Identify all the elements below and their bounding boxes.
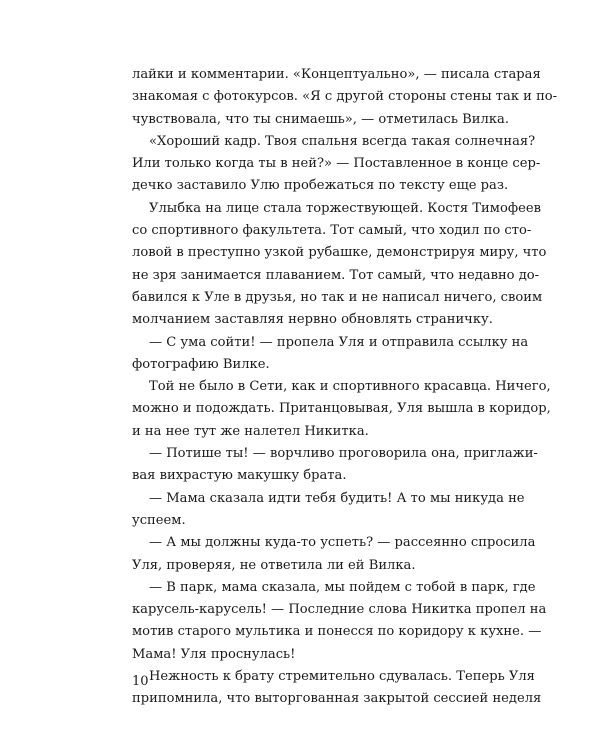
text-line: успеем. [132,512,186,528]
text-line: дечко заставило Улю пробежаться по тексту еще раз. [132,178,509,194]
text-line: Или только когда ты в ней?» — Поставленное в конце сер- [132,156,541,172]
text-line: — В парк, мама сказала, мы пойдем с тобой в парк, где [149,579,536,595]
text-line: — А мы должны куда-то успеть? — рассеянно спросила [149,535,536,551]
text-line: Улыбка на лице стала торжествующей. Костя Тимофеев [149,200,541,216]
text-line: карусель-карусель! — Последние слова Никитка пропел на [132,602,547,618]
text-line: бавился к Уле в друзья, но так и не написал ничего, своим [132,289,543,305]
text-line: ловой в преступно узкой рубашке, демонстрируя миру, что [132,245,547,261]
text-line: Мама! Уля проснулась! [132,646,296,662]
body-text [132,64,558,711]
text-line: вая вихрастую макушку брата. [132,468,347,484]
text-line: молчанием заставляя нервно обновлять страничку. [132,312,493,328]
text-line: — Потише ты! — ворчливо проговорила она, приглажи- [149,446,538,462]
text-line: со спортивного факультета. Тот самый, что ходил по сто- [132,223,532,239]
text-line: Уля, проверяя, не ответила ли ей Вилка. [132,557,416,573]
text-line: лайки и комментарии. «Концептуально», — писала старая [132,67,541,82]
text-line: знакомая с фотокурсов. «Я с другой стороны стены так и по- [132,89,558,105]
text-line: Той не было в Сети, как и спортивного красавца. Ничего, [149,379,551,395]
page-number: 10 [132,674,149,689]
text-line: припомнила, что выторгованная закрытой сессией неделя [132,691,542,707]
text-line: можно и подождать. Пританцовывая, Уля вышла в коридор, [132,401,551,417]
text-line: — С ума сойти! — пропела Уля и отправила ссылку на [149,334,529,350]
text-line: «Хороший кадр. Твоя спальня всегда такая солнечная? [149,133,536,149]
text-line: чувствовала, что ты снимаешь», — отметилась Вилка. [132,111,509,127]
text-line: не зря занимается плаванием. Тот самый, что недавно до- [132,267,540,283]
text-line: — Мама сказала идти тебя будить! А то мы никуда не [149,490,525,506]
text-line: и на нее тут же налетел Никитка. [132,423,369,439]
text-line: мотив старого мультика и понесся по коридору к кухне. — [132,624,542,640]
text-line: фотографию Вилке. [132,356,270,372]
text-line: Нежность к брату стремительно сдувалась. Теперь Уля [149,669,535,685]
